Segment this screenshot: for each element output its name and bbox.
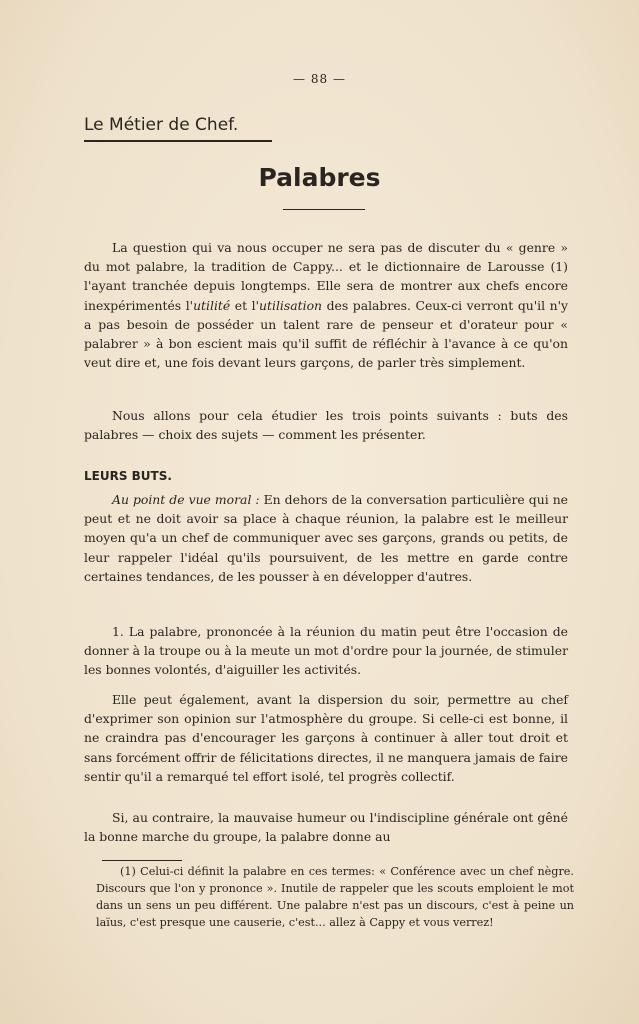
moral-text: En dehors de la conversation particulière qui ne peut et ne doit avoir sa place à chaque réunion, la palabre est le meilleur moyen qu'a un chef de communiquer avec ses garçons, grands ou petits, de leur rappeler l'idéal qu'ils poursuivent, de les mettre en garde contre certaines tendances, de les pousser à en développer d'autres.: [84, 492, 569, 584]
footnote-divider: [102, 860, 182, 861]
footnote: (1) Celui-ci définit la palabre en ces termes: « Conférence avec un chef nègre. Discours que l'on y prononce ». Inutile de rappeler que les scouts emploient le mot dans un sens un peu différent. Une palabre n'est pas un discours, c'est à peine un laïus, c'est presque une causerie, c'est... allez à Cappy et vous verrez!: [96, 865, 574, 929]
page-number: — 88 —: [293, 72, 346, 86]
intro-paragraph: [84, 238, 568, 372]
point-1c-text: Si, au contraire, la mauvaise humeur ou l'indiscipline générale ont gêné la bonne marche du groupe, la palabre donne au: [84, 810, 568, 845]
point-1c-paragraph: [84, 808, 568, 846]
moral-paragraph: [84, 490, 568, 586]
intro-text-c: des palabres. Ceux-ci verront qu'il n'y a pas besoin de posséder un talent rare de penseur et d'orateur pour « palabrer » à bon escient mais qu'il suffit de réfléchir à l'avance à ce qu'on veut dire et, une fois devant leurs garçons, de parler très simplement.: [84, 297, 568, 371]
point-1-text: 1. La palabre, prononcée à la réunion du matin peut être l'occasion de donner à la troupe ou à la meute un mot d'ordre pour la journée, de stimuler les bonnes volontés, d'aiguiller les activités.: [84, 624, 568, 678]
plan-text: Nous allons pour cela étudier les trois points suivants : buts des palabres — choix des sujets — comment les présenter.: [84, 408, 568, 443]
intro-text-a: La question qui va nous occuper ne sera pas de discuter du « genre » du mot palabre, la tradition de Cappy... et le dictionnaire de Larousse (1) l'ayant tranchée depuis longtemps. Elle sera de montrer aux chefs encore inexpérimentés l': [84, 240, 568, 313]
intro-em-utilite: utilité: [193, 297, 231, 313]
point-1b-paragraph: [84, 690, 568, 786]
page-title: Palabres: [258, 163, 381, 192]
subheading-leurs-buts: LEURS BUTS.: [84, 469, 172, 483]
intro-em-utilisation: utilisation: [259, 297, 323, 313]
section-title: Le Métier de Chef.: [84, 115, 239, 135]
section-underline: [84, 140, 272, 142]
intro-text-b: et l': [230, 297, 260, 313]
point-1-paragraph: [84, 622, 568, 680]
moral-label: Au point de vue moral :: [112, 492, 260, 507]
title-divider: [283, 209, 365, 210]
plan-paragraph: [84, 406, 568, 444]
point-1b-text: Elle peut également, avant la dispersion du soir, permettre au chef d'exprimer son opinion sur l'atmosphère du groupe. Si celle-ci est bonne, il ne craindra pas d'encourager les garçons à continuer à aller tout droit et sans forcément offrir de félicitations directes, il ne manquera jamais de faire sentir qu'il a remarqué tel effort isolé, tel progrès collectif.: [84, 692, 568, 784]
